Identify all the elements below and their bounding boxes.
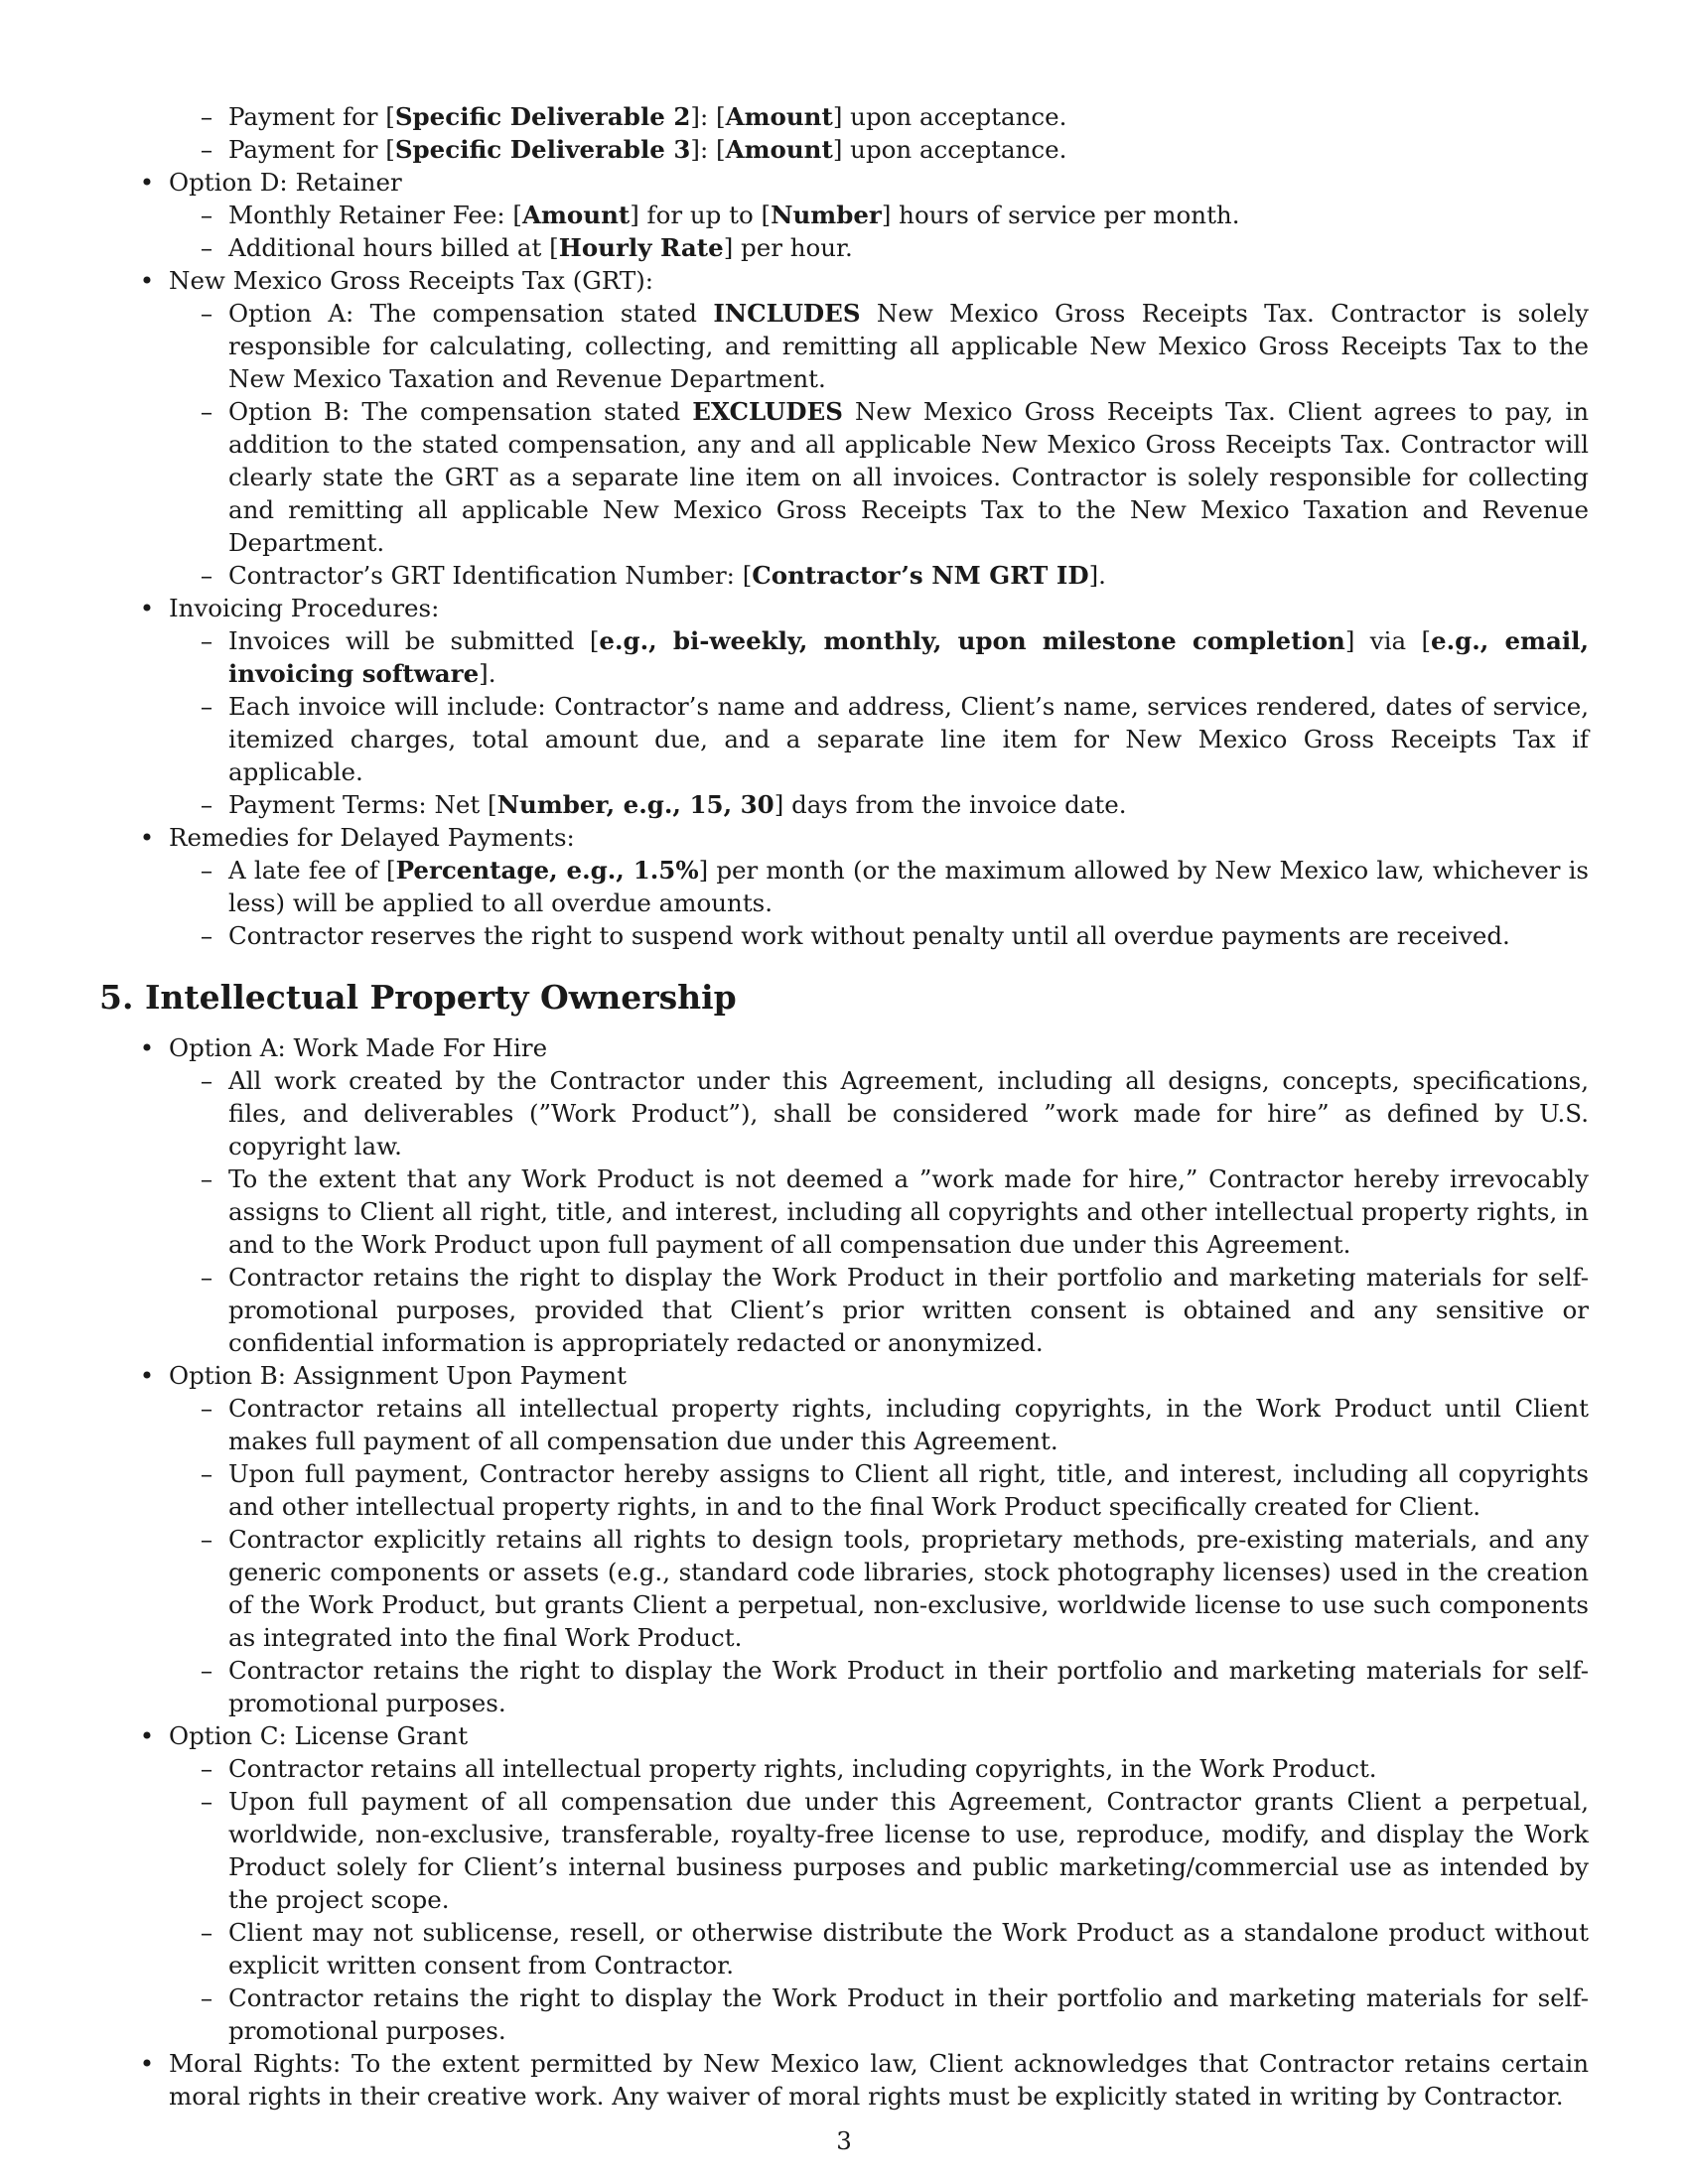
list-item: • Invoicing Procedures: [139, 594, 440, 622]
list-item: – To the extent that any Work Product is not deemed a ”work made for hire,” Contractor hereby irrevocably assigns to Client all right, title, and interest, including all copyrights and other intellectual property rights, in and to the Work Product upon full payment of all compensation due under this Agreement. [200, 1164, 1589, 1259]
list-item: – Payment for [Specific Deliverable 2]: [Amount] upon acceptance. [200, 102, 1067, 131]
list-item: • New Mexico Gross Receipts Tax (GRT): [139, 266, 654, 295]
list-item: – Contractor retains the right to display the Work Product in their portfolio and marketing materials for self-promotional purposes, provided that Client’s prior written consent is obtained and any sensitive or confidential information is appropriately redacted or anonymized. [200, 1263, 1589, 1357]
list-item: – Upon full payment of all compensation due under this Agreement, Contractor grants Client a perpetual, worldwide, non-exclusive, transferable, royalty-free license to use, reproduce, modify, and display the Work Product solely for Client’s internal business purposes and public marketing/commercial use as intended by the project scope. [200, 1787, 1589, 1914]
list-item: – Payment Terms: Net [Number, e.g., 15, 30] days from the invoice date. [200, 790, 1127, 819]
list-item: – Contractor retains the right to display the Work Product in their portfolio and marketing materials for self-promotional purposes. [200, 1656, 1589, 1717]
list-item: – Contractor retains the right to display the Work Product in their portfolio and marketing materials for self-promotional purposes. [200, 1983, 1589, 2045]
list-item: – Each invoice will include: Contractor’s name and address, Client’s name, services rendered, dates of service, itemized charges, total amount due, and a separate line item for New Mexico Gross Receipts Tax if applicable. [200, 692, 1589, 786]
list-item: • Option B: Assignment Upon Payment [139, 1361, 627, 1390]
list-item: • Remedies for Delayed Payments: [139, 823, 575, 852]
list-item: – All work created by the Contractor under this Agreement, including all designs, concepts, specifications, files, and deliverables (”Work Product”), shall be considered ”work made for hire” as defined by U.S. copyright law. [200, 1066, 1589, 1160]
list-item: – A late fee of [Percentage, e.g., 1.5%] per month (or the maximum allowed by New Mexico law, whichever is less) will be applied to all overdue amounts. [200, 856, 1589, 917]
list-item: – Upon full payment, Contractor hereby assigns to Client all right, title, and interest, including all copyrights and other intellectual property rights, in and to the final Work Product specifically created for Client. [200, 1459, 1589, 1521]
list-item: – Contractor’s GRT Identification Number: [Contractor’s NM GRT ID]. [200, 561, 1106, 590]
list-item: – Option A: The compensation stated INCLUDES New Mexico Gross Receipts Tax. Contractor is solely responsible for calculating, collecting, and remitting all applicable New Mexico Gross Receipts Tax to the New Mexico Taxation and Revenue Department. [200, 299, 1589, 393]
list-item: – Payment for [Specific Deliverable 3]: [Amount] upon acceptance. [200, 135, 1067, 164]
list-item: • Option C: License Grant [139, 1721, 469, 1750]
section-title: Intellectual Property Ownership [145, 978, 737, 1017]
page-number: 3 [836, 2126, 852, 2155]
list-item: – Monthly Retainer Fee: [Amount] for up to [Number] hours of service per month. [200, 201, 1240, 229]
section-number: 5. [99, 978, 134, 1017]
list-item: – Contractor reserves the right to suspend work without penalty until all overdue payments are received. [200, 921, 1510, 950]
page-content [99, 100, 1589, 2113]
list-item: – Additional hours billed at [Hourly Rate] per hour. [200, 233, 853, 262]
list-item: – Client may not sublicense, resell, or otherwise distribute the Work Product as a standalone product without explicit written consent from Contractor. [200, 1918, 1589, 1979]
list-item: – Invoices will be submitted [e.g., bi-weekly, monthly, upon milestone completion] via [e.g., email, invoicing software]. [200, 626, 1589, 688]
list-item: – Contractor explicitly retains all rights to design tools, proprietary methods, pre-existing materials, and any generic components or assets (e.g., standard code libraries, stock photography licenses) used in the creation of the Work Product, but grants Client a perpetual, non-exclusive, worldwide license to use such components as integrated into the final Work Product. [200, 1525, 1589, 1652]
list-item: – Contractor retains all intellectual property rights, including copyrights, in the Work Product. [200, 1754, 1377, 1783]
list-item: – Option B: The compensation stated EXCLUDES New Mexico Gross Receipts Tax. Client agrees to pay, in addition to the stated compensation, any and all applicable New Mexico Gross Receipts Tax. Contractor will clearly state the GRT as a separate line item on all invoices. Contractor is solely responsible for collecting and remitting all applicable New Mexico Gross Receipts Tax to the New Mexico Taxation and Revenue Department. [200, 397, 1590, 557]
list-item: – Contractor retains all intellectual property rights, including copyrights, in the Work Product until Client makes full payment of all compensation due under this Agreement. [200, 1394, 1589, 1455]
list-item: • Moral Rights: To the extent permitted by New Mexico law, Client acknowledges that Contractor retains certain moral rights in their creative work. Any waiver of moral rights must be explicitly stated in writing by Contractor. [139, 2049, 1589, 2111]
list-item: • Option A: Work Made For Hire [139, 1033, 548, 1062]
list-item: • Option D: Retainer [139, 168, 402, 197]
section-heading [99, 978, 1589, 1018]
